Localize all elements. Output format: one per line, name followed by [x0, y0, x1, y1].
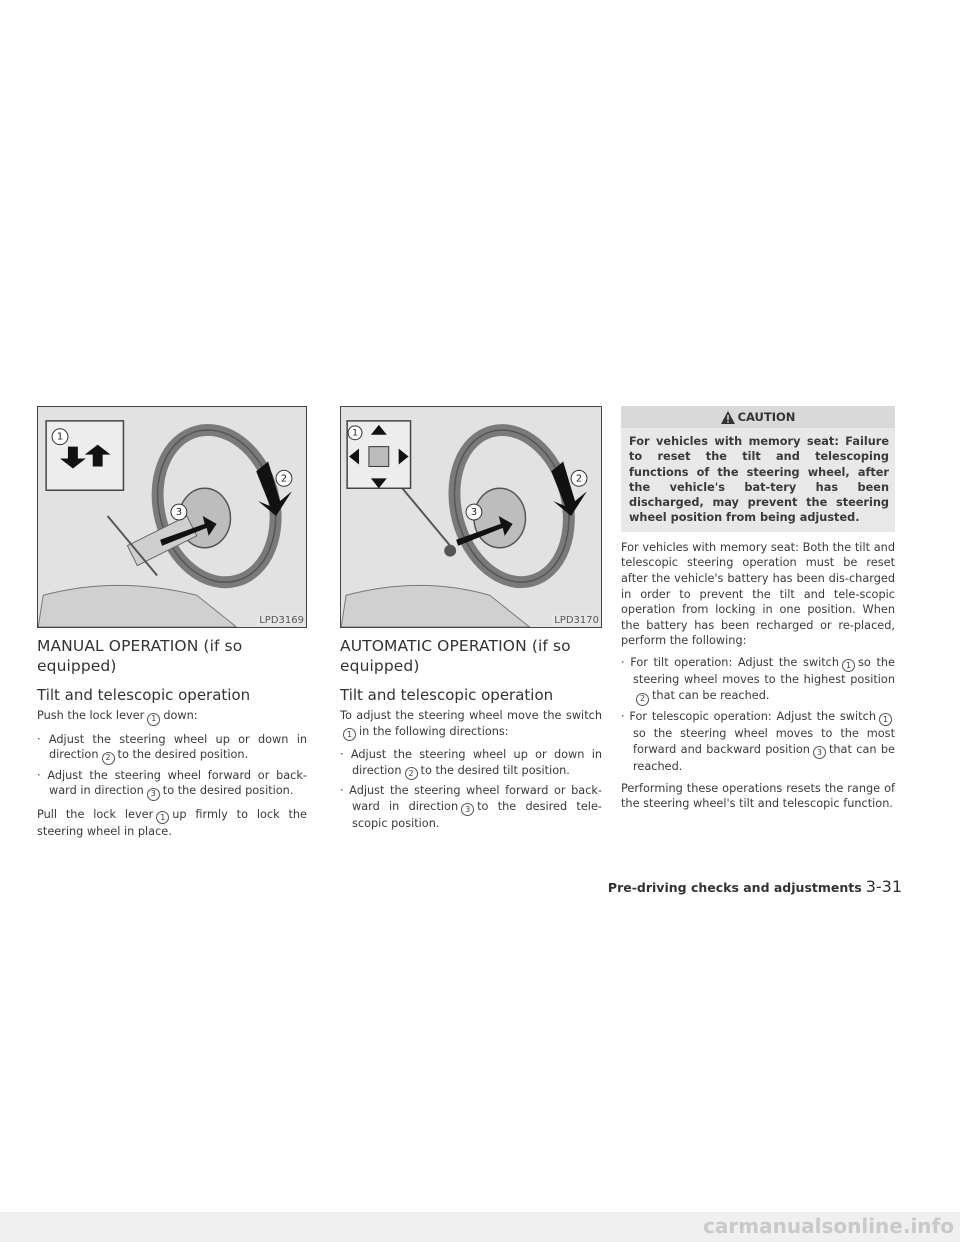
- list-item: · Adjust the steering wheel forward or back-ward in direction 3 to the desired tele-scopic position.: [340, 783, 602, 832]
- caution-header: [621, 406, 895, 428]
- list-item: · Adjust the steering wheel forward or back-ward in direction 3 to the desired position.: [37, 768, 307, 801]
- list-item: · For tilt operation: Adjust the switch 1 so the steering wheel moves to the highest position2 that can be reached.: [621, 655, 895, 706]
- caution-body: For vehicles with memory seat: Failure to reset the tilt and telescoping functions of the steering wheel, after the vehicle's bat-tery has been discharged, may prevent the steering wheel position from being adjusted.: [621, 428, 895, 532]
- subsection-heading: Tilt and telescopic operation: [37, 686, 251, 704]
- paragraph: Push the lock lever 1 down:: [37, 708, 307, 726]
- steering-wheel-lever-illustration: [38, 407, 306, 627]
- page-number: 3-31: [865, 877, 902, 896]
- column-manual: [37, 406, 307, 846]
- list-item: · For telescopic operation: Adjust the switch 1so the steering wheel moves to the most forward and backward position 3 that can be reached.: [621, 709, 895, 775]
- list-item: · Adjust the steering wheel up or down in direction 2 to the desired tilt position.: [340, 747, 602, 780]
- paragraph: Performing these operations resets the range of the steering wheel's tilt and telescopic function.: [621, 781, 895, 811]
- section-heading: MANUAL OPERATION (if so equipped): [37, 637, 243, 675]
- watermark-bar: [0, 1212, 960, 1242]
- callout-2: 2: [280, 473, 288, 485]
- section-heading: AUTOMATIC OPERATION (if so equipped): [340, 637, 571, 675]
- watermark-text: carmanualsonline.info: [703, 1214, 954, 1238]
- list-item: · Adjust the steering wheel up or down in direction 2 to the desired position.: [37, 732, 307, 765]
- figure-automatic-steering: [340, 406, 602, 628]
- caution-title: CAUTION: [737, 410, 796, 424]
- instruction-list: [340, 747, 602, 832]
- instruction-list: [621, 655, 895, 775]
- callout-1: 1: [56, 431, 64, 443]
- callout-2: 2: [575, 473, 583, 485]
- figure-manual-steering: [37, 406, 307, 628]
- figure-code: LPD3170: [554, 615, 599, 626]
- callout-1: 1: [352, 428, 358, 439]
- callout-3: 3: [175, 507, 183, 519]
- page-footer: [608, 877, 902, 896]
- warning-icon: [721, 411, 735, 424]
- subsection-heading: Tilt and telescopic operation: [340, 686, 554, 704]
- paragraph: For vehicles with memory seat: Both the tilt and telescopic steering operation must be reset after the vehicle's battery has been dis-charged in order to prevent the tilt and tele-scopic operation from locking in one position. When the battery has been recharged or re-placed, perform the following:: [621, 540, 895, 648]
- column-automatic: [340, 406, 602, 838]
- paragraph: Pull the lock lever 1 up firmly to lock the steering wheel in place.: [37, 807, 307, 839]
- steering-wheel-switch-illustration: [341, 407, 601, 627]
- figure-code: LPD3169: [259, 615, 304, 626]
- callout-3: 3: [470, 507, 478, 519]
- instruction-list: [37, 732, 307, 801]
- paragraph: To adjust the steering wheel move the switch1 in the following directions:: [340, 708, 602, 741]
- section-name: Pre-driving checks and adjustments: [607, 880, 862, 895]
- column-caution: [621, 406, 895, 818]
